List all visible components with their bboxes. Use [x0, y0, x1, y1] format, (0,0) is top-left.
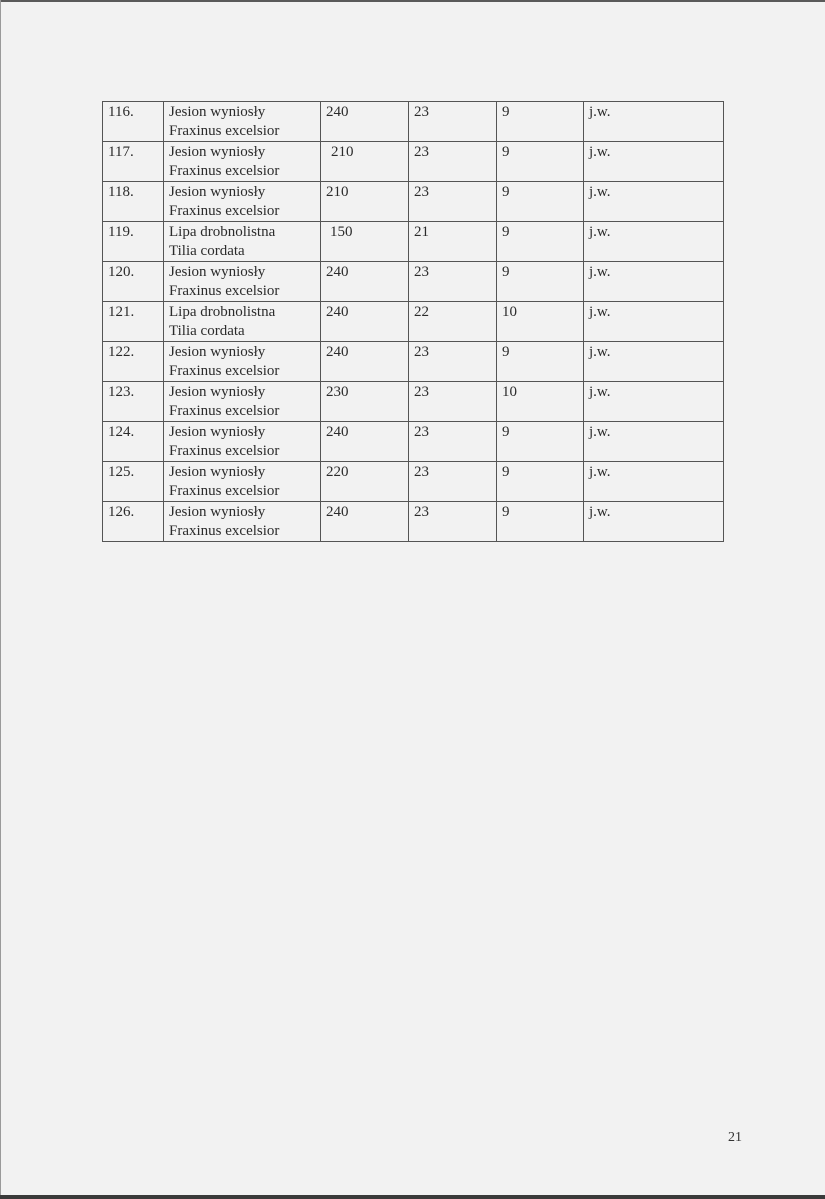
value-col-1: 240: [321, 502, 409, 542]
value-col-2: 23: [409, 342, 497, 382]
note-cell: j.w.: [584, 182, 724, 222]
note-cell: j.w.: [584, 262, 724, 302]
value-col-3: 10: [497, 302, 584, 342]
table-row: [103, 342, 724, 382]
species-polish-name: Jesion wyniosły: [169, 424, 266, 440]
row-number: 119.: [103, 222, 164, 262]
table-row: [103, 142, 724, 182]
species-latin-name: Fraxinus excelsior: [169, 283, 280, 299]
value-col-1: 230: [321, 382, 409, 422]
species-latin-name: Fraxinus excelsior: [169, 483, 280, 499]
value-col-2: 23: [409, 462, 497, 502]
species-cell: [164, 462, 321, 502]
row-number: 125.: [103, 462, 164, 502]
value-col-1: 240: [321, 342, 409, 382]
note-cell: j.w.: [584, 422, 724, 462]
species-cell: [164, 182, 321, 222]
species-polish-name: Jesion wyniosły: [169, 184, 266, 200]
row-number: 116.: [103, 102, 164, 142]
note-cell: j.w.: [584, 142, 724, 182]
species-cell: [164, 382, 321, 422]
table-row: [103, 222, 724, 262]
value-col-3: 9: [497, 462, 584, 502]
value-col-2: 23: [409, 182, 497, 222]
species-latin-name: Fraxinus excelsior: [169, 163, 280, 179]
row-number: 126.: [103, 502, 164, 542]
species-latin-name: Tilia cordata: [169, 243, 245, 259]
species-polish-name: Jesion wyniosły: [169, 264, 266, 280]
row-number: 123.: [103, 382, 164, 422]
species-latin-name: Fraxinus excelsior: [169, 123, 280, 139]
species-latin-name: Tilia cordata: [169, 323, 245, 339]
species-cell: [164, 222, 321, 262]
species-latin-name: Fraxinus excelsior: [169, 403, 280, 419]
table-row: [103, 182, 724, 222]
note-cell: j.w.: [584, 502, 724, 542]
note-cell: j.w.: [584, 382, 724, 422]
note-cell: j.w.: [584, 462, 724, 502]
row-number: 120.: [103, 262, 164, 302]
note-cell: j.w.: [584, 302, 724, 342]
row-number: 117.: [103, 142, 164, 182]
value-col-1: 240: [321, 102, 409, 142]
note-cell: j.w.: [584, 102, 724, 142]
species-polish-name: Jesion wyniosły: [169, 104, 266, 120]
species-polish-name: Jesion wyniosły: [169, 384, 266, 400]
species-polish-name: Lipa drobnolistna: [169, 304, 276, 320]
tree-inventory-table: [102, 101, 724, 542]
value-col-1: 150: [321, 222, 409, 262]
species-cell: [164, 422, 321, 462]
row-number: 122.: [103, 342, 164, 382]
species-polish-name: Lipa drobnolistna: [169, 224, 276, 240]
value-col-2: 23: [409, 422, 497, 462]
table-row: [103, 462, 724, 502]
value-col-2: 22: [409, 302, 497, 342]
value-col-3: 9: [497, 342, 584, 382]
value-col-2: 23: [409, 382, 497, 422]
species-polish-name: Jesion wyniosły: [169, 144, 266, 160]
species-cell: [164, 142, 321, 182]
species-cell: [164, 102, 321, 142]
species-cell: [164, 502, 321, 542]
table-row: [103, 302, 724, 342]
table-row: [103, 422, 724, 462]
species-latin-name: Fraxinus excelsior: [169, 203, 280, 219]
species-cell: [164, 302, 321, 342]
page-top-edge: [0, 0, 825, 2]
table-row: [103, 102, 724, 142]
page-number: 21: [728, 1130, 742, 1145]
value-col-3: 10: [497, 382, 584, 422]
tree-inventory-body: [103, 102, 724, 542]
value-col-3: 9: [497, 182, 584, 222]
table-row: [103, 502, 724, 542]
value-col-3: 9: [497, 422, 584, 462]
value-col-1: 240: [321, 302, 409, 342]
species-polish-name: Jesion wyniosły: [169, 464, 266, 480]
note-cell: j.w.: [584, 342, 724, 382]
page-bottom-edge: [0, 1195, 825, 1199]
value-col-1: 220: [321, 462, 409, 502]
value-col-1: 210: [321, 142, 409, 182]
species-polish-name: Jesion wyniosły: [169, 504, 266, 520]
value-col-3: 9: [497, 262, 584, 302]
value-col-1: 240: [321, 422, 409, 462]
row-number: 124.: [103, 422, 164, 462]
value-col-2: 23: [409, 102, 497, 142]
note-cell: j.w.: [584, 222, 724, 262]
species-polish-name: Jesion wyniosły: [169, 344, 266, 360]
value-col-1: 240: [321, 262, 409, 302]
species-latin-name: Fraxinus excelsior: [169, 443, 280, 459]
species-cell: [164, 262, 321, 302]
species-cell: [164, 342, 321, 382]
value-col-2: 23: [409, 262, 497, 302]
value-col-2: 23: [409, 142, 497, 182]
species-latin-name: Fraxinus excelsior: [169, 523, 280, 539]
value-col-2: 21: [409, 222, 497, 262]
table-row: [103, 382, 724, 422]
page-left-edge: [0, 0, 1, 1199]
value-col-3: 9: [497, 102, 584, 142]
row-number: 118.: [103, 182, 164, 222]
table-row: [103, 262, 724, 302]
value-col-3: 9: [497, 502, 584, 542]
value-col-1: 210: [321, 182, 409, 222]
species-latin-name: Fraxinus excelsior: [169, 363, 280, 379]
value-col-3: 9: [497, 222, 584, 262]
value-col-2: 23: [409, 502, 497, 542]
value-col-3: 9: [497, 142, 584, 182]
row-number: 121.: [103, 302, 164, 342]
